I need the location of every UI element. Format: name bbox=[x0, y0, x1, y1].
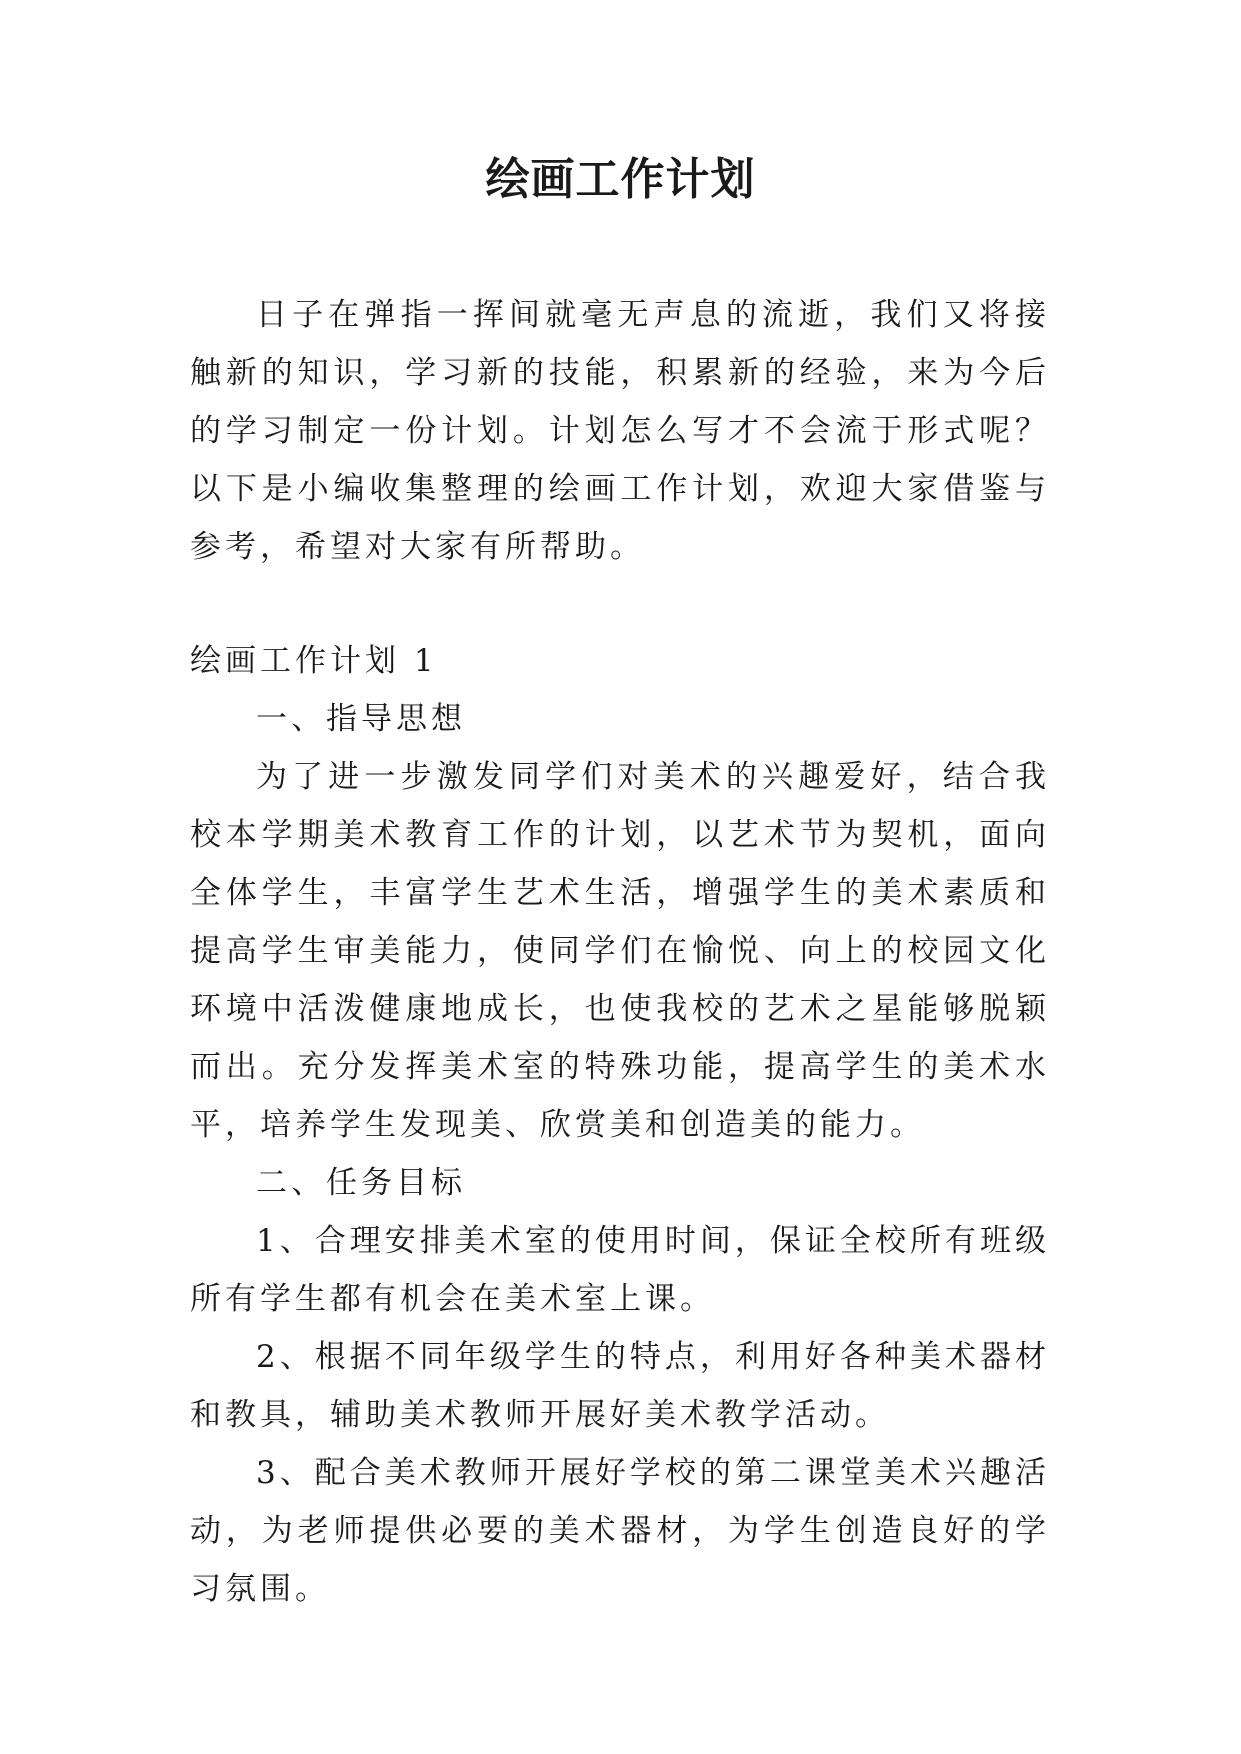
guiding-ideology-paragraph: 为了进一步激发同学们对美术的兴趣爱好，结合我校本学期美术教育工作的计划，以艺术节为契机，面向全体学生，丰富学生艺术生活，增强学生的美术素质和提高学生审美能力，使同学们在愉悦、向上的校园文化环境中活泼健康地成长，也使我校的艺术之星能够脱颖而出。充分发挥美术室的特殊功能，提高学生的美术水平，培养学生发现美、欣赏美和创造美的能力。 bbox=[190, 759, 1050, 1143]
task-item-3: 3、配合美术教师开展好学校的第二课堂美术兴趣活动，为老师提供必要的美术器材，为学生创造良好的学习氛围。 bbox=[190, 1455, 1050, 1607]
document-body bbox=[190, 286, 1050, 1618]
task-item-1: 1、合理安排美术室的使用时间，保证全校所有班级所有学生都有机会在美术室上课。 bbox=[190, 1223, 1050, 1317]
heading-guiding-ideology: 一、指导思想 bbox=[256, 701, 466, 737]
intro-paragraph: 日子在弹指一挥间就毫无声息的流逝，我们又将接触新的知识，学习新的技能，积累新的经验，来为今后的学习制定一份计划。计划怎么写才不会流于形式呢？以下是小编收集整理的绘画工作计划，欢迎大家借鉴与参考，希望对大家有所帮助。 bbox=[190, 297, 1050, 565]
section-title: 绘画工作计划 1 bbox=[190, 643, 438, 679]
task-item-2: 2、根据不同年级学生的特点，利用好各种美术器材和教具，辅助美术教师开展好美术教学活动。 bbox=[190, 1339, 1050, 1433]
heading-task-goals: 二、任务目标 bbox=[256, 1165, 466, 1201]
document-title: 绘画工作计划 bbox=[485, 154, 756, 205]
